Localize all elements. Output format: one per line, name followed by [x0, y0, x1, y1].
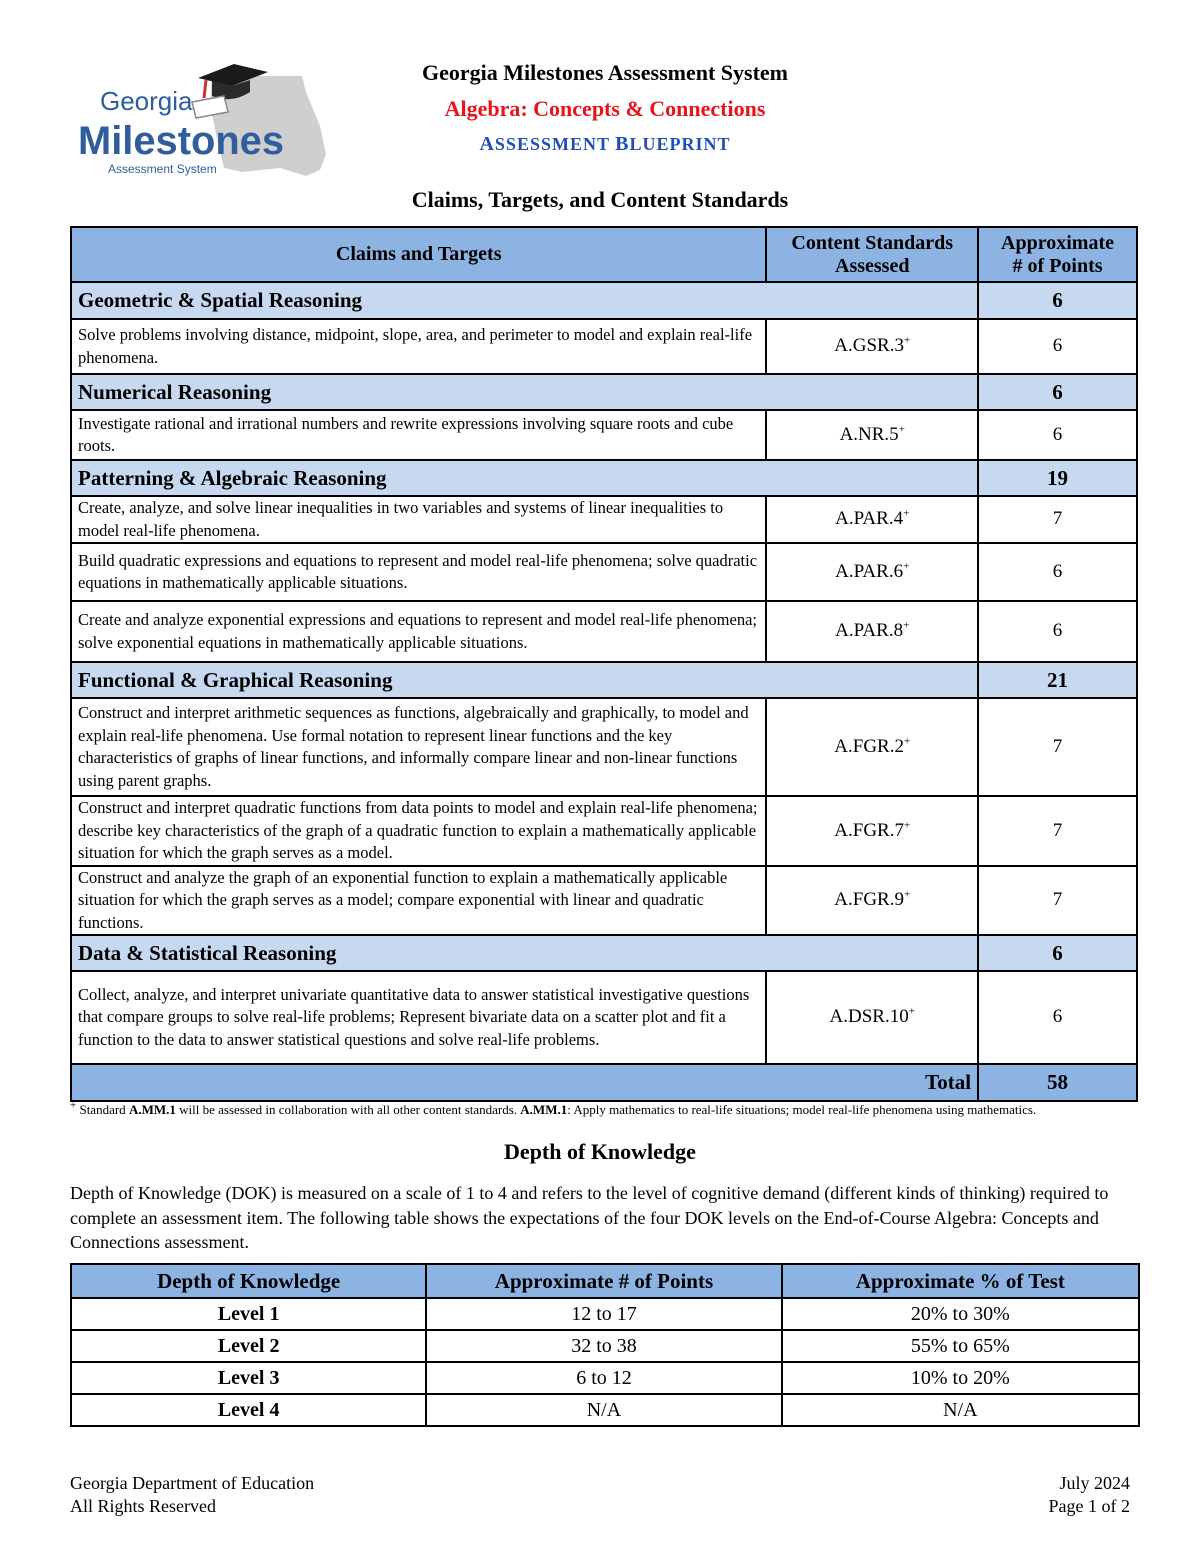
target-row — [71, 971, 1137, 1064]
claim-name: Patterning & Algebraic Reasoning — [71, 460, 978, 496]
target-description: Build quadratic expressions and equations to represent and model real-life phenomena; solve quadratic equations in mathematically applicable situations. — [71, 543, 766, 601]
footer-page-number: Page 1 of 2 — [1048, 1496, 1130, 1516]
target-points: 7 — [978, 796, 1137, 866]
plus-mark: + — [903, 507, 910, 520]
plus-mark: + — [903, 560, 910, 573]
claim-points: 6 — [978, 374, 1137, 410]
target-points: 7 — [978, 866, 1137, 936]
dok-level: Level 4 — [71, 1394, 426, 1426]
col-header-approx-points-line1: Approximate — [1001, 231, 1115, 254]
dok-percent: 55% to 65% — [782, 1330, 1139, 1362]
footnote-text-2: will be assessed in collaboration with all other content standards. — [175, 1102, 521, 1117]
footnote — [70, 1101, 1140, 1118]
target-standard-code: A.FGR.9 — [834, 889, 904, 910]
target-standard — [766, 866, 978, 936]
header-blueprint-a: A — [479, 133, 495, 155]
dok-col-header-level: Depth of Knowledge — [71, 1264, 426, 1298]
claims-section-title: Claims, Targets, and Content Standards — [411, 187, 789, 212]
plus-mark: + — [903, 334, 911, 347]
footer-right — [1049, 1472, 1130, 1518]
target-standard-code: A.NR.5 — [839, 423, 899, 445]
dok-row — [71, 1298, 1139, 1330]
target-points: 6 — [978, 971, 1137, 1064]
plus-mark: + — [903, 619, 910, 632]
dok-level: Level 1 — [71, 1298, 426, 1330]
target-row — [71, 543, 1137, 601]
footnote-text-3: : Apply mathematics to real-life situations; model real-life phenomena using mathematics. — [567, 1102, 1037, 1117]
plus-mark: + — [903, 735, 911, 748]
plus-mark: + — [903, 888, 911, 901]
dok-percent: 20% to 30% — [782, 1298, 1139, 1330]
dok-row — [71, 1362, 1139, 1394]
target-standard-code: A.GSR.3 — [834, 335, 904, 357]
target-points: 7 — [978, 496, 1137, 543]
claims-table-header-row — [71, 227, 1137, 282]
col-header-approx-points-line2: # of Points — [1012, 254, 1103, 277]
target-row — [71, 319, 1137, 374]
total-points: 58 — [978, 1064, 1137, 1101]
logo-word-assessment-system: Assessment System — [108, 162, 217, 176]
target-standard-code: A.FGR.2 — [834, 735, 904, 757]
target-description: Construct and analyze the graph of an exponential function to explain a mathematically applicable situation for which the graph serves as a model; compare exponential with linear and quadratic functions. — [71, 866, 766, 936]
dok-paragraph: Depth of Knowledge (DOK) is measured on a scale of 1 to 4 and refers to the level of cognitive demand (different kinds of thinking) required to complete an assessment item. The following table shows the expectations of the four DOK levels on the End-of-Course Algebra: Concepts and Connections assessment. — [70, 1183, 1109, 1252]
header-blueprint-b: B — [615, 133, 630, 155]
target-row — [71, 496, 1137, 543]
footnote-mark: + — [70, 1099, 77, 1112]
dok-percent: 10% to 20% — [782, 1362, 1139, 1394]
target-standard — [766, 698, 978, 796]
dok-percent: N/A — [782, 1394, 1139, 1426]
footer-date: July 2024 — [1059, 1473, 1130, 1493]
claim-points: 6 — [978, 282, 1137, 319]
dok-points: 6 to 12 — [426, 1362, 781, 1394]
header-course-title: Algebra: Concepts & Connections — [444, 96, 766, 121]
claim-row — [71, 374, 1137, 410]
target-row — [71, 698, 1137, 796]
target-standard — [766, 319, 978, 374]
dok-level: Level 3 — [71, 1362, 426, 1394]
claims-table — [70, 226, 1138, 1102]
footnote-text-1: Standard — [76, 1102, 129, 1117]
plus-mark: + — [898, 423, 905, 436]
claim-name: Data & Statistical Reasoning — [71, 935, 978, 971]
target-row — [71, 866, 1137, 936]
col-header-content-standards-line1: Content Standards — [791, 231, 954, 254]
claim-row — [71, 935, 1137, 971]
footnote-standard-2: A.MM.1 — [520, 1102, 568, 1117]
target-standard-code: A.PAR.8 — [835, 620, 904, 642]
claim-row — [71, 282, 1137, 319]
header-blueprint-title — [300, 133, 910, 156]
header-blueprint-b-rest: LUEPRINT — [629, 134, 731, 154]
dok-points: 12 to 17 — [426, 1298, 781, 1330]
claim-name: Geometric & Spatial Reasoning — [71, 282, 978, 319]
logo-word-milestones: Milestones — [78, 119, 284, 163]
dok-col-header-points: Approximate # of Points — [426, 1264, 781, 1298]
dok-table — [70, 1263, 1140, 1427]
target-description: Construct and interpret quadratic functions from data points to model and explain real-life phenomena; describe key characteristics of the graph of a quadratic function to explain a mathematically applicable situation for which the graph serves as a model. — [71, 796, 766, 866]
target-description: Collect, analyze, and interpret univariate quantitative data to answer statistical investigative questions that compare groups to solve real-life problems; Represent bivariate data on a scatter plot and fit a function to the data to answer statistical questions and solve real-life problems. — [71, 971, 766, 1064]
target-points: 7 — [978, 698, 1137, 796]
claim-name: Numerical Reasoning — [71, 374, 978, 410]
target-points: 6 — [978, 319, 1137, 374]
plus-mark: + — [903, 819, 911, 832]
col-header-content-standards-line2: Assessed — [835, 254, 910, 277]
total-label: Total — [71, 1064, 978, 1101]
header-title: Georgia Milestones Assessment System — [421, 60, 788, 85]
target-description: Create, analyze, and solve linear inequalities in two variables and systems of linear inequalities to model real-life phenomena. — [71, 496, 766, 543]
footnote-standard-1: A.MM.1 — [128, 1102, 176, 1117]
claim-name: Functional & Graphical Reasoning — [71, 662, 978, 698]
claim-points: 19 — [978, 460, 1137, 496]
target-standard-code: A.DSR.10 — [829, 1006, 909, 1028]
georgia-milestones-logo — [74, 58, 334, 183]
target-description: Construct and interpret arithmetic sequences as functions, algebraically and graphically, to model and explain real-life phenomena. Use formal notation to represent linear functions and the key characteristics of graphs of linear functions, and informally compare linear and non-linear functions using parent graphs. — [71, 698, 766, 796]
dok-section-title: Depth of Knowledge — [504, 1139, 696, 1164]
dok-level: Level 2 — [71, 1330, 426, 1362]
target-row — [71, 796, 1137, 866]
plus-mark: + — [908, 1005, 915, 1018]
dok-row — [71, 1394, 1139, 1426]
target-standard-code: A.PAR.6 — [835, 560, 904, 582]
dok-points: 32 to 38 — [426, 1330, 781, 1362]
target-standard — [766, 971, 978, 1064]
dok-row — [71, 1330, 1139, 1362]
claim-points: 21 — [978, 662, 1137, 698]
header-blueprint-a-rest: SSESSMENT — [494, 134, 610, 154]
target-row — [71, 410, 1137, 460]
target-standard-code: A.PAR.4 — [835, 508, 904, 530]
target-description: Create and analyze exponential expressions and equations to represent and model real-life phenomena; solve exponential equations in mathematically applicable situations. — [71, 601, 766, 662]
col-header-approx-points — [978, 227, 1137, 282]
target-points: 6 — [978, 543, 1137, 601]
col-header-content-standards — [766, 227, 978, 282]
dok-points: N/A — [426, 1394, 781, 1426]
target-standard — [766, 496, 978, 543]
dok-col-header-percent: Approximate % of Test — [782, 1264, 1139, 1298]
target-points: 6 — [978, 410, 1137, 460]
target-row — [71, 601, 1137, 662]
target-points: 6 — [978, 601, 1137, 662]
footer-left — [70, 1472, 314, 1518]
col-header-claims-targets: Claims and Targets — [71, 227, 766, 282]
footer-department: Georgia Department of Education — [70, 1473, 315, 1493]
target-standard — [766, 601, 978, 662]
target-description: Solve problems involving distance, midpoint, slope, area, and perimeter to model and explain real-life phenomena. — [71, 319, 766, 374]
target-description: Investigate rational and irrational numbers and rewrite expressions involving square roots and cube roots. — [71, 410, 766, 460]
claim-points: 6 — [978, 935, 1137, 971]
target-standard — [766, 410, 978, 460]
claim-row — [71, 662, 1137, 698]
target-standard — [766, 796, 978, 866]
footer-rights: All Rights Reserved — [70, 1496, 216, 1516]
target-standard — [766, 543, 978, 601]
dok-header-row — [71, 1264, 1139, 1298]
target-standard-code: A.FGR.7 — [834, 819, 904, 841]
logo-word-georgia: Georgia — [100, 86, 193, 116]
claim-row — [71, 460, 1137, 496]
total-row — [71, 1064, 1137, 1101]
